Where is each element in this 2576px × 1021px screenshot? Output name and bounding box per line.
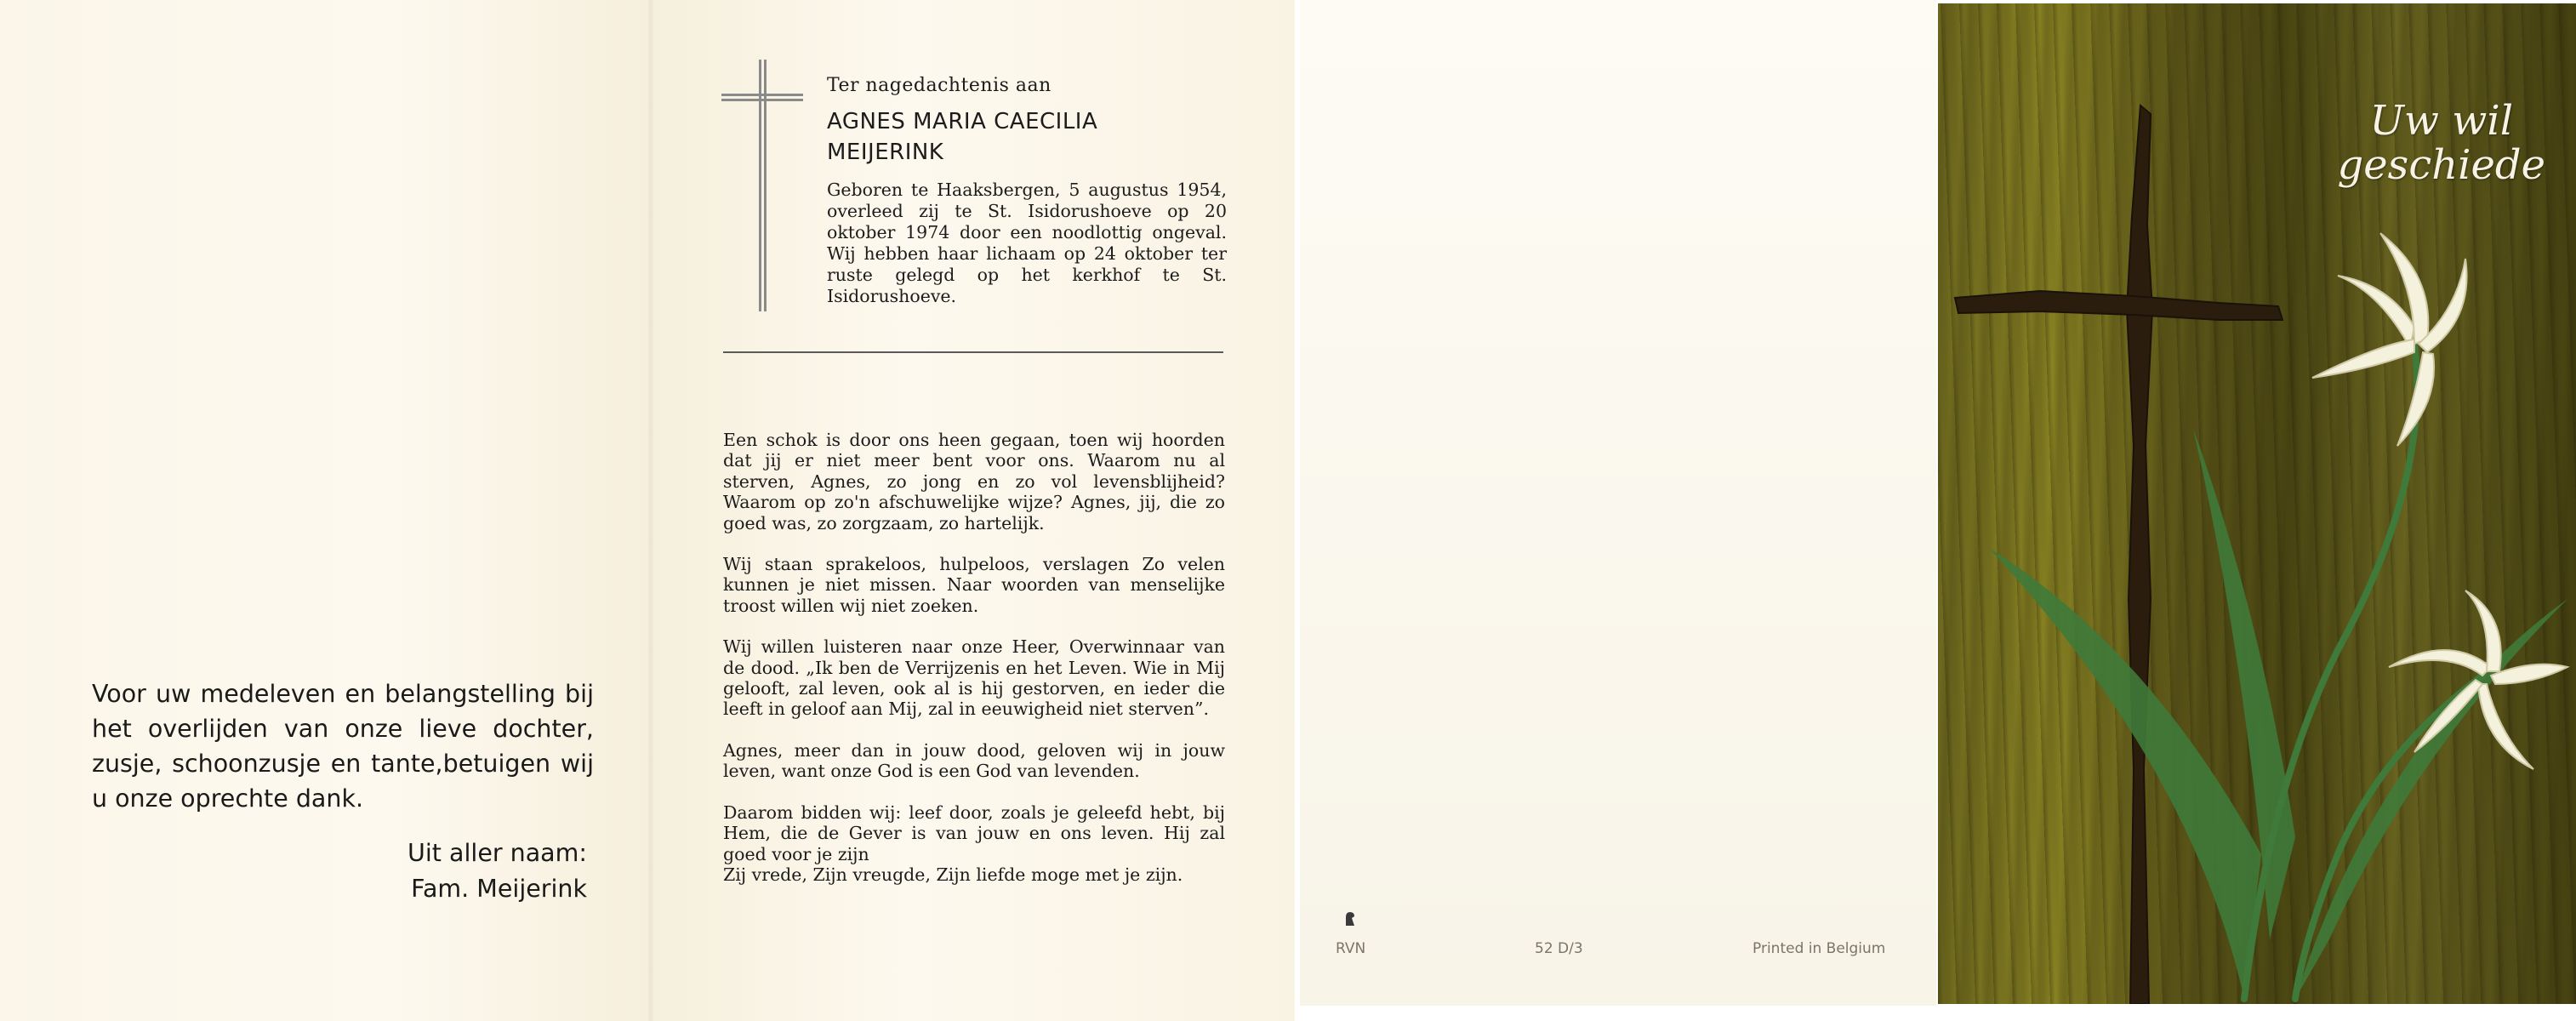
- publisher-logo-icon: [1342, 910, 1358, 927]
- deceased-name: [827, 106, 1227, 168]
- printed-in: Printed in Belgium: [1752, 940, 1886, 957]
- cover-title-line-1: Uw wil: [2369, 97, 2514, 145]
- paragraph: Agnes, meer dan in jouw dood, geloven wij in jouw leven, want onze God is een God van levenden.: [723, 739, 1225, 782]
- signoff-line-2: Fam. Meijerink: [411, 875, 587, 903]
- leaf-icon: [2244, 344, 2482, 999]
- paragraph: Wij staan sprakeloos, hulpeloos, verslagen Zo velen kunnen je niet missen. Naar woorden van menselijke troost willen wij niet zoeken.: [723, 554, 1225, 616]
- memorial-text: [723, 430, 1225, 885]
- divider: [723, 351, 1223, 353]
- front-cover: [1938, 3, 2576, 1004]
- signoff-line-1: Uit aller naam:: [407, 839, 587, 867]
- memorial-header: [827, 75, 1227, 307]
- thanks-text: Voor uw medeleven en belangstelling bij het overlijden van onze lieve dochter, zusje, schoonzusje en tante,betuigen wij u onze oprechte dank.: [92, 680, 594, 813]
- biography: Geboren te Haaksbergen, 5 augustus 1954, overleed zij te St. Isidorushoeve op 20 oktober 1974 door een noodlottig ongeval. Wij hebben haar lichaam op 24 oktober ter ruste gelegd op het kerkhof te St. Isidorushoeve.: [827, 180, 1227, 306]
- intro-text: Ter nagedachtenis aan: [827, 75, 1051, 96]
- outer-spread: [1300, 0, 2576, 1021]
- cover-title: [2338, 99, 2545, 187]
- fold-line: [648, 0, 653, 1021]
- paragraph: Daarom bidden wij: leef door, zoals je geleefd hebt, bij Hem, die de Gever is van jouw en ons leven. Hij zal goed voor je zijn: [723, 801, 1225, 864]
- paragraph: Zij vrede, Zijn vreugde, Zijn liefde moge met je zijn.: [723, 864, 1183, 885]
- back-cover: [1300, 0, 1936, 1006]
- paragraph: Wij willen luisteren naar onze Heer, Overwinnaar van de dood. „Ik ben de Verrijzenis en het Leven. Wie in Mij gelooft, zal leven, ook al is hij gestorven, en ieder die leeft in geloof aan Mij, zal in eeuwigheid niet sterven”.: [723, 636, 1225, 720]
- cross-icon: [721, 60, 806, 311]
- paragraph: Een schok is door ons heen gegaan, toen wij hoorden dat jij er niet meer bent voor ons. Waarom nu al sterven, Agnes, zo jong en zo vol levensblijheid? Waarom op zo'n afschuwelijke wijze? Agnes, jij, die zo goed was, zo zorgzaam, zo hartelijk.: [723, 430, 1225, 533]
- leaves-icon: [1989, 429, 2567, 999]
- name-line-2: MEIJERINK: [827, 140, 944, 165]
- name-line-1: AGNES MARIA CAECILIA: [827, 109, 1098, 134]
- publisher-label: RVN: [1336, 940, 1366, 957]
- lily-icon: [2312, 233, 2467, 446]
- card-code: 52 D/3: [1535, 940, 1583, 957]
- signoff: [407, 836, 587, 907]
- cover-title-line-2: geschiede: [2337, 141, 2545, 189]
